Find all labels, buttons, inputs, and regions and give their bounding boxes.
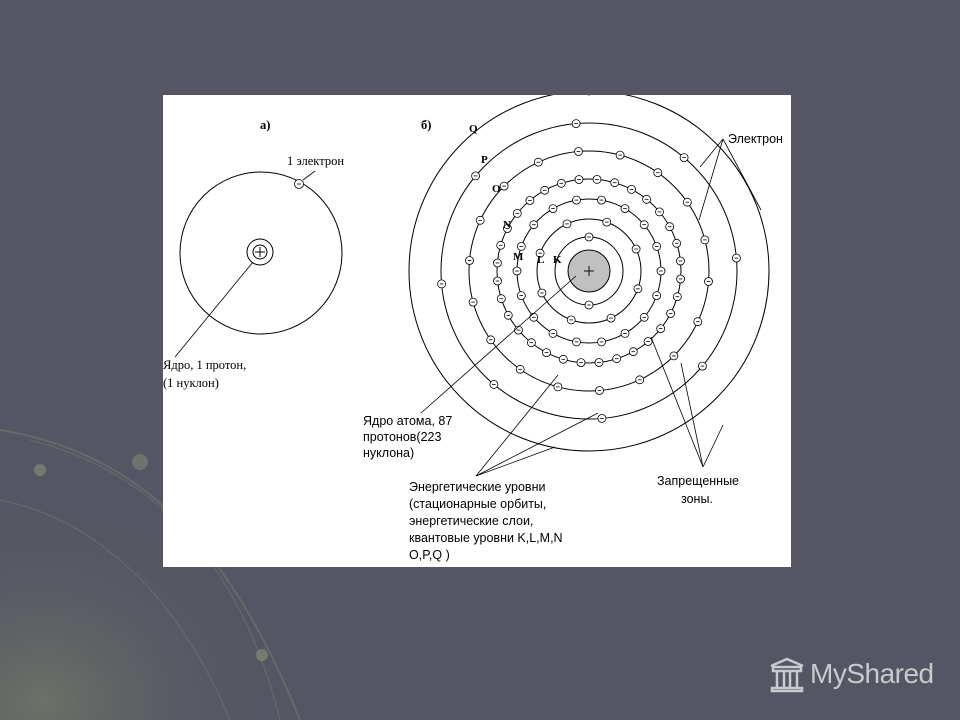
electron-o-5 <box>705 278 713 286</box>
electron-o-6 <box>694 318 702 326</box>
electron-m-5 <box>657 267 665 275</box>
electron-n-5 <box>656 208 664 216</box>
hydrogen-atom-model <box>175 171 342 357</box>
electron-m-10 <box>573 338 581 346</box>
electron-p-4 <box>698 362 706 370</box>
electron-o-18 <box>575 148 583 156</box>
electron-m-4 <box>653 242 661 250</box>
electron-n-15 <box>613 355 621 363</box>
myshared-logo-icon <box>768 656 806 694</box>
myshared-logo-text: MyShared <box>810 658 934 689</box>
shell-label-l: L <box>537 254 545 266</box>
electron-p-7 <box>438 280 446 288</box>
electron-o-12 <box>487 336 495 344</box>
electron-l-1 <box>603 218 611 226</box>
shell-label-q: Q <box>469 123 478 135</box>
electron-p-8 <box>472 172 480 180</box>
francium-atom-model <box>409 95 769 476</box>
nucleus-label-2: протонов(223 <box>363 430 442 444</box>
electron-n-24 <box>494 277 502 285</box>
electron-l-6 <box>538 289 546 297</box>
nucleus-label-3: нуклона) <box>363 446 415 460</box>
electron-m-11 <box>549 329 557 337</box>
electron-n-12 <box>657 325 665 333</box>
electron-l-2 <box>632 245 640 253</box>
nucleus-pointer-line <box>175 262 253 357</box>
electron-p-6 <box>490 380 498 388</box>
electron-n-22 <box>504 311 512 319</box>
electron-n-28 <box>513 209 521 217</box>
electron-n-1 <box>593 175 601 183</box>
electron-l-5 <box>567 316 575 324</box>
electron-n-25 <box>493 259 501 267</box>
electron-n-16 <box>595 359 603 367</box>
electron-p-1 <box>572 120 580 128</box>
electron-o-1 <box>616 151 624 159</box>
hydrogen-nucleus-label-2: (1 нуклон) <box>163 376 219 390</box>
hydrogen-electron <box>295 180 304 189</box>
electron-n-20 <box>527 339 535 347</box>
hydrogen-orbit <box>180 172 342 334</box>
electron-n-29 <box>526 197 534 205</box>
electron-m-9 <box>598 338 606 346</box>
electron-o-2 <box>654 169 662 177</box>
electron-o-3 <box>683 198 691 206</box>
forbidden-zones-label-1: Запрещенные <box>657 474 740 488</box>
electron-n-4 <box>643 195 651 203</box>
electron-n-19 <box>543 349 551 357</box>
forbidden-zones-label-2: зоны. <box>681 492 713 506</box>
electron-l-8 <box>563 220 571 228</box>
electron-o-4 <box>701 236 709 244</box>
electron-n-31 <box>557 179 565 187</box>
electron-o-14 <box>466 257 474 265</box>
shell-label-n: N <box>503 219 511 231</box>
electron-o-7 <box>670 352 678 360</box>
electron-n-8 <box>677 257 685 265</box>
levels-label-1: Энергетические уровни <box>409 480 546 494</box>
electron-m-12 <box>530 313 538 321</box>
electron-m-2 <box>621 205 629 213</box>
electron-n-9 <box>677 275 685 283</box>
electron-n-23 <box>497 295 505 303</box>
electron-n-6 <box>666 223 674 231</box>
levels-label-4: квантовые уровни K,L,M,N <box>409 531 563 545</box>
electron-k-2 <box>585 301 593 309</box>
shell-label-p: P <box>481 154 488 166</box>
electron-o-13 <box>469 298 477 306</box>
electron-n-11 <box>667 310 675 318</box>
electron-o-16 <box>500 182 508 190</box>
shell-label-k: K <box>553 254 562 266</box>
electron-pointer-line <box>303 171 315 180</box>
electron-m-1 <box>598 196 606 204</box>
electron-n-26 <box>497 241 505 249</box>
electron-m-16 <box>530 221 538 229</box>
electron-m-3 <box>640 221 648 229</box>
electron-m-8 <box>621 329 629 337</box>
electron-p-2 <box>680 154 688 162</box>
electron-m-14 <box>513 267 521 275</box>
nucleus-label-1: Ядро атома, 87 <box>363 414 453 428</box>
electron-o-8 <box>636 376 644 384</box>
levels-label-2: (стационарные орбиты, <box>409 497 547 511</box>
electron-m-6 <box>653 292 661 300</box>
electron-n-7 <box>673 239 681 247</box>
electron-n-13 <box>644 338 652 346</box>
electron-n-17 <box>577 359 585 367</box>
electron-l-4 <box>607 314 615 322</box>
electron-n-2 <box>611 179 619 187</box>
electron-p-3 <box>732 254 740 262</box>
myshared-logo <box>768 656 943 696</box>
electron-n-10 <box>673 293 681 301</box>
panel-a-label: а) <box>260 118 271 132</box>
electron-p-5 <box>598 414 606 422</box>
electron-n-32 <box>575 176 583 184</box>
electron-o-17 <box>534 158 542 166</box>
levels-label-3: энергетические слои, <box>409 514 534 528</box>
hydrogen-nucleus-label-1: Ядро, 1 протон, <box>163 358 247 372</box>
electron-n-30 <box>541 186 549 194</box>
levels-label-5: O,P,Q ) <box>409 548 450 562</box>
electron-n-14 <box>629 348 637 356</box>
panel-b-label: б) <box>421 118 432 132</box>
electron-m-7 <box>640 313 648 321</box>
electron-n-3 <box>628 185 636 193</box>
electron-m-18 <box>573 196 581 204</box>
electron-l-3 <box>634 285 642 293</box>
electron-n-18 <box>559 355 567 363</box>
electron-m-17 <box>549 205 557 213</box>
electron-label: Электрон <box>728 132 783 146</box>
shell-label-o: O <box>492 183 501 195</box>
electron-o-9 <box>596 387 604 395</box>
atom-diagram-slide <box>163 95 791 567</box>
electron-o-10 <box>554 383 562 391</box>
electron-o-11 <box>516 365 524 373</box>
electron-k-1 <box>585 233 593 241</box>
hydrogen-electron-label: 1 электрон <box>287 154 345 168</box>
shell-label-m: M <box>513 251 524 263</box>
electron-m-13 <box>517 292 525 300</box>
electron-o-15 <box>476 216 484 224</box>
